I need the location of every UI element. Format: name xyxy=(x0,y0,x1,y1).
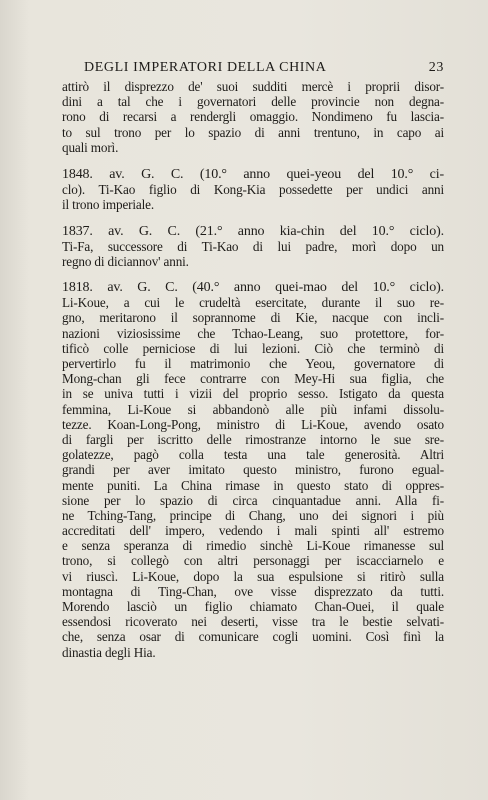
text-line: attirò il disprezzo de' suoi sudditi mercè i proprii disor- xyxy=(62,79,444,94)
paragraph-1818 xyxy=(62,280,444,660)
text-line: il trono imperiale. xyxy=(62,197,154,213)
page-number: 23 xyxy=(428,60,444,75)
text-line: che, senza osar di comunicare cogli uomini. Così finì la xyxy=(62,629,444,645)
text-line: e senza speranza di rimedio sinchè Li-Koue rimanesse sul xyxy=(62,538,444,554)
text-line: to sul trono per lo spazio di anni trentuno, in capo ai xyxy=(62,124,444,140)
text-line: femmina, Li-Koue si abbandonò alle più infami dissolu- xyxy=(62,401,444,417)
text-line: ne Tching-Tang, principe di Chang, uno dei signori i più xyxy=(62,507,444,523)
text-line: accreditati dell' impero, vedendo i mali spinti all' estremo xyxy=(62,523,444,539)
entry-date-line: 1848. av. G. C. (10.° anno quei-yeou del 10.° ci- xyxy=(62,166,444,182)
text-line: gno, meritarono il soprannome di Kie, nacque con incli- xyxy=(62,310,444,326)
text-line: grandi per aver imitato questo ministro, furono egual- xyxy=(62,462,444,478)
text-line: in se univa tutti i vizii del proprio sesso. Istigato da questa xyxy=(62,386,444,402)
text-line: nazioni viziosissime che Tchao-Leang, suo protettore, for- xyxy=(62,325,444,341)
text-line: montagna di Ting-Chan, ove visse disprezzato da tutti. xyxy=(62,583,444,599)
text-line: tificò colle perniciose di lui lezioni. Ciò che terminò di xyxy=(62,340,444,356)
text-line: di fargli per iscritto delle rimostranze intorno le sue sre- xyxy=(62,431,444,447)
text-line: Ti-Fa, successore di Ti-Kao di lui padre, morì dopo un xyxy=(62,238,444,254)
paragraph-1848 xyxy=(62,167,444,213)
text-line: trono, si collegò con altri personaggi per iscacciarnelo e xyxy=(62,553,444,569)
text-line: Mong-chan gli fece contrarre con Mey-Hi sua figlia, che xyxy=(62,371,444,387)
text-line: mente puniti. La China rimase in questo stato di oppres- xyxy=(62,477,444,493)
text-line: Li-Koue, a cui le crudeltà esercitate, durante il suo re- xyxy=(62,295,444,311)
text-line: essendosi ricoverato nei deserti, visse tra le bestie selvati- xyxy=(62,614,444,630)
text-line: regno di diciannov' anni. xyxy=(62,253,189,269)
body-text xyxy=(62,79,444,660)
text-line: rono di recarsi a rendergli omaggio. Nondimeno fu lascia- xyxy=(62,109,444,125)
text-line: clo). Ti-Kao figlio di Kong-Kia possedette per undici anni xyxy=(62,182,444,198)
entry-date-line: 1837. av. G. C. (21.° anno kia-chin del 10.° ciclo). xyxy=(62,223,444,239)
text-line: tezze. Koan-Long-Pong, ministro di Li-Koue, avendo osato xyxy=(62,416,444,432)
text-line: sione per lo spazio di circa cinquantadue anni. Alla fi- xyxy=(62,492,444,508)
text-line: quali morì. xyxy=(62,139,119,155)
entry-date-line: 1818. av. G. C. (40.° anno quei-mao del 10.° ciclo). xyxy=(62,280,444,296)
paragraph-1 xyxy=(62,79,444,155)
text-line: vi riuscì. Li-Koue, dopo la sua espulsione si ritirò sulla xyxy=(62,568,444,584)
text-line: pervertirlo fu il matrimonio che Yeou, governatore di xyxy=(62,356,444,371)
paragraph-1837 xyxy=(62,224,444,270)
page-header xyxy=(62,60,444,80)
text-line: dini a tal che i governatori delle provincie non degna- xyxy=(62,94,444,110)
running-head: DEGLI IMPERATORI DELLA CHINA xyxy=(84,60,327,75)
text-line: Morendo lasciò un figlio chiamato Chan-Ouei, il quale xyxy=(62,599,444,614)
text-line: dinastia degli Hia. xyxy=(62,644,156,660)
text-line: golatezze, pagò colla testa una tale generosità. Altri xyxy=(62,447,444,463)
